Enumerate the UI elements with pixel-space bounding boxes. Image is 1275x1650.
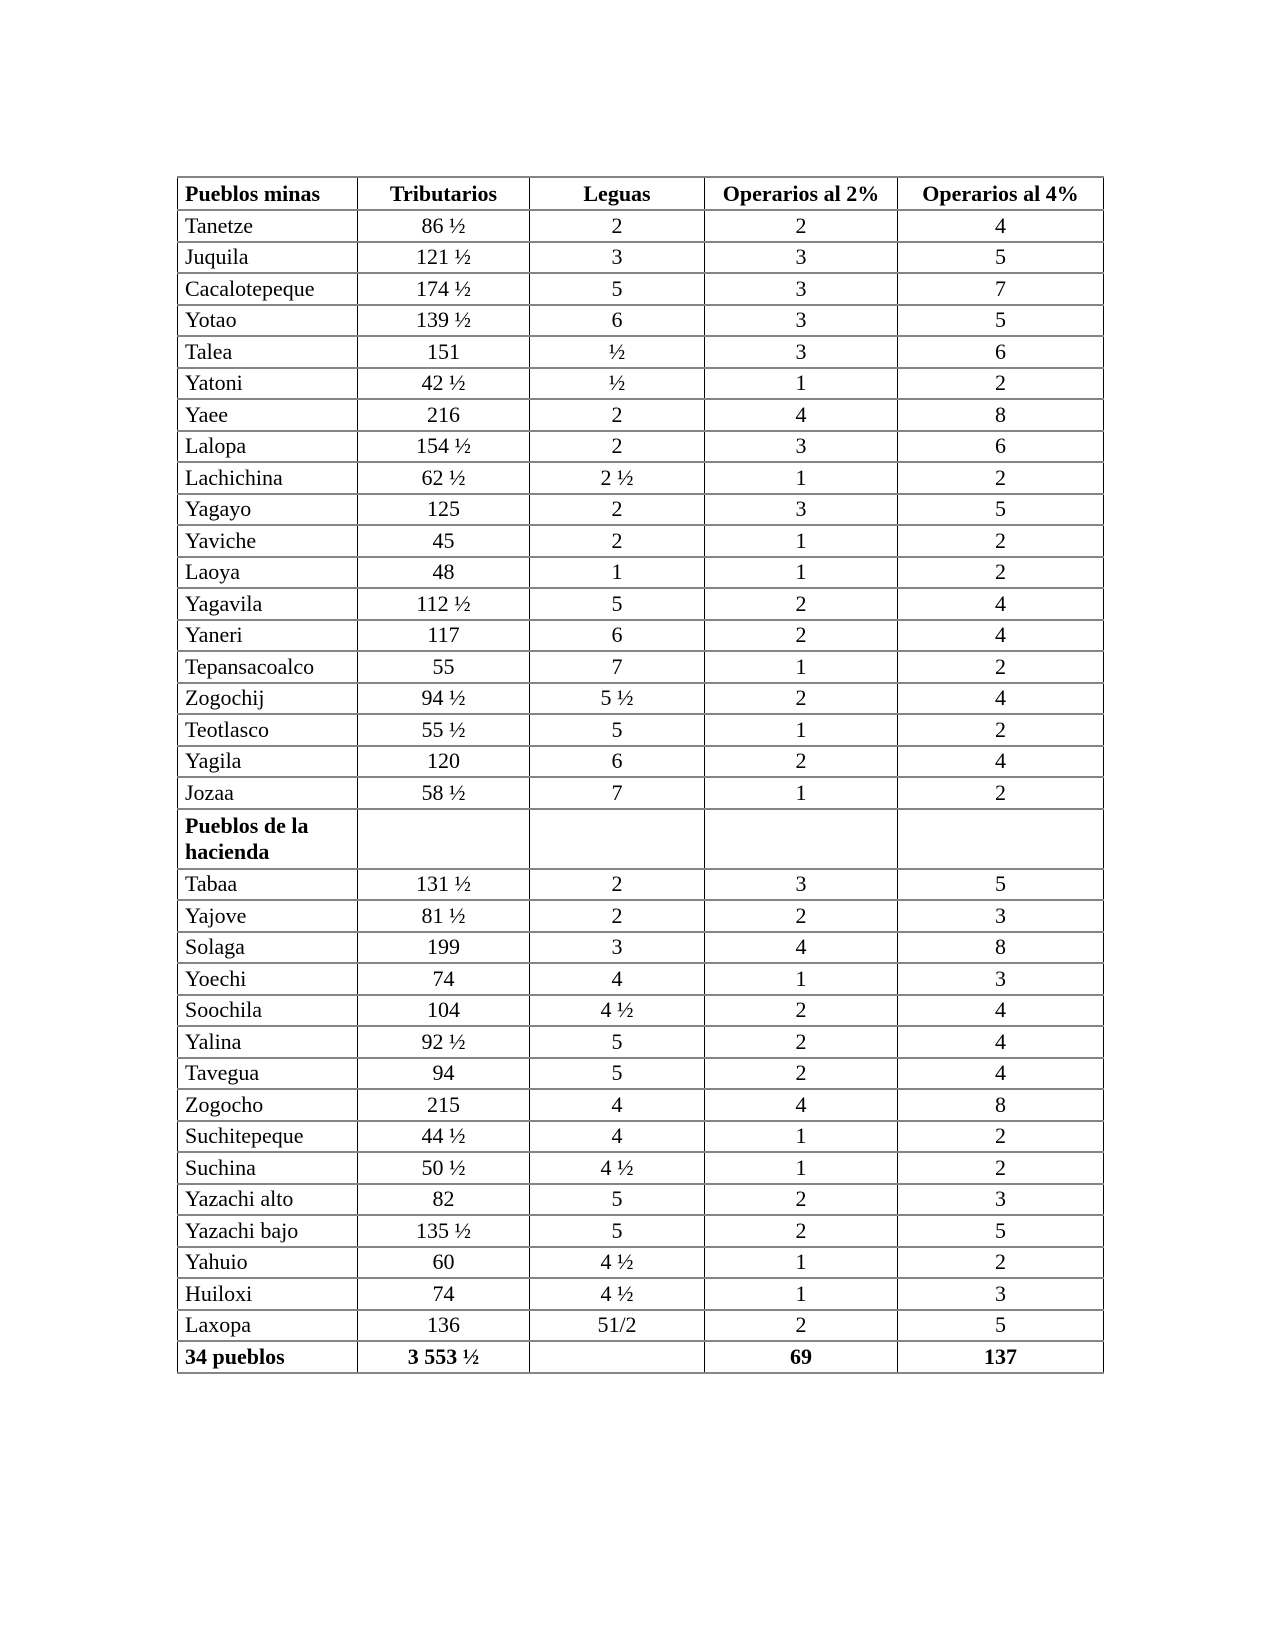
pueblo-name-cell: Zogochij [178, 683, 358, 715]
pueblo-name-cell: Yazachi alto [178, 1184, 358, 1216]
value-cell: 216 [358, 399, 530, 431]
pueblo-name-cell: Yalina [178, 1026, 358, 1058]
value-cell: 1 [705, 963, 898, 995]
table-row [178, 525, 1104, 557]
table-row [178, 368, 1104, 400]
value-cell: 215 [358, 1089, 530, 1121]
value-cell: 3 [705, 336, 898, 368]
table-row [178, 746, 1104, 778]
pueblo-name-cell: Yaviche [178, 525, 358, 557]
value-cell: 112 ½ [358, 588, 530, 620]
pueblo-name-cell: Yotao [178, 305, 358, 337]
value-cell: 2 [898, 1247, 1104, 1279]
value-cell: 1 [705, 462, 898, 494]
value-cell: 92 ½ [358, 1026, 530, 1058]
column-header: Leguas [530, 177, 705, 210]
table-row [178, 336, 1104, 368]
value-cell: 2 [705, 746, 898, 778]
pueblo-name-cell: Yagila [178, 746, 358, 778]
value-cell: 3 [530, 242, 705, 274]
table-row [178, 399, 1104, 431]
value-cell: 51/2 [530, 1310, 705, 1342]
pueblo-name-cell: Cacalotepeque [178, 273, 358, 305]
pueblo-name-cell: Tepansacoalco [178, 651, 358, 683]
value-cell: 4 [530, 1121, 705, 1153]
pueblo-name-cell: Tanetze [178, 210, 358, 242]
value-cell: 1 [705, 1278, 898, 1310]
value-cell: 3 [898, 963, 1104, 995]
value-cell: 2 [705, 1184, 898, 1216]
pueblo-name-cell: Yajove [178, 900, 358, 932]
value-cell: 69 [705, 1341, 898, 1373]
value-cell: 4 ½ [530, 995, 705, 1027]
value-cell: 1 [705, 651, 898, 683]
table-row [178, 557, 1104, 589]
pueblo-name-cell: Yazachi bajo [178, 1215, 358, 1247]
value-cell: 4 ½ [530, 1278, 705, 1310]
pueblo-name-cell: Lalopa [178, 431, 358, 463]
pueblo-name-cell: Juquila [178, 242, 358, 274]
value-cell: 4 [898, 620, 1104, 652]
value-cell: 1 [705, 777, 898, 809]
value-cell [530, 1341, 705, 1373]
value-cell: 44 ½ [358, 1121, 530, 1153]
value-cell: 117 [358, 620, 530, 652]
value-cell: 6 [530, 305, 705, 337]
table-row [178, 683, 1104, 715]
value-cell: 1 [705, 368, 898, 400]
value-cell: 2 [530, 210, 705, 242]
table-row [178, 651, 1104, 683]
table-row [178, 588, 1104, 620]
column-header: Operarios al 2% [705, 177, 898, 210]
value-cell: 7 [530, 651, 705, 683]
table-row [178, 1184, 1104, 1216]
table-row [178, 305, 1104, 337]
value-cell: 104 [358, 995, 530, 1027]
value-cell: 6 [898, 431, 1104, 463]
value-cell: 2 [705, 1310, 898, 1342]
value-cell: 125 [358, 494, 530, 526]
pueblo-name-cell: Suchitepeque [178, 1121, 358, 1153]
value-cell: 3 [705, 273, 898, 305]
value-cell [530, 809, 705, 869]
value-cell: 4 ½ [530, 1152, 705, 1184]
value-cell: 2 [530, 869, 705, 901]
value-cell: 6 [530, 746, 705, 778]
pueblo-name-cell: Zogocho [178, 1089, 358, 1121]
pueblo-name-cell: Yaee [178, 399, 358, 431]
value-cell: 135 ½ [358, 1215, 530, 1247]
value-cell: 5 [530, 1026, 705, 1058]
table-row [178, 995, 1104, 1027]
pueblo-name-cell: Laoya [178, 557, 358, 589]
table-row [178, 1058, 1104, 1090]
value-cell: 4 [530, 1089, 705, 1121]
value-cell: 1 [530, 557, 705, 589]
pueblo-name-cell: Teotlasco [178, 714, 358, 746]
value-cell: 5 [530, 714, 705, 746]
table-row [178, 714, 1104, 746]
value-cell: 2 [898, 368, 1104, 400]
pueblo-name-cell: Yatoni [178, 368, 358, 400]
pueblo-name-cell: Huiloxi [178, 1278, 358, 1310]
table-row [178, 1121, 1104, 1153]
total-row [178, 1341, 1104, 1373]
value-cell: 74 [358, 963, 530, 995]
value-cell: 4 [898, 1026, 1104, 1058]
value-cell: 2 [530, 494, 705, 526]
value-cell: 1 [705, 1152, 898, 1184]
value-cell: 62 ½ [358, 462, 530, 494]
value-cell: 4 ½ [530, 1247, 705, 1279]
table-row [178, 620, 1104, 652]
pueblo-name-cell: Yahuio [178, 1247, 358, 1279]
table-row [178, 1247, 1104, 1279]
pueblo-name-cell: 34 pueblos [178, 1341, 358, 1373]
value-cell: 5 [898, 305, 1104, 337]
value-cell: 3 [530, 932, 705, 964]
value-cell: 2 [898, 1121, 1104, 1153]
value-cell: 3 [705, 494, 898, 526]
value-cell: 5 [898, 1310, 1104, 1342]
value-cell: 4 [705, 1089, 898, 1121]
value-cell: 5 ½ [530, 683, 705, 715]
value-cell: 3 [705, 305, 898, 337]
value-cell: 4 [898, 995, 1104, 1027]
value-cell: 4 [898, 683, 1104, 715]
value-cell: 199 [358, 932, 530, 964]
value-cell: 3 [705, 431, 898, 463]
value-cell: 2 [705, 900, 898, 932]
pueblo-name-cell: Pueblos de la hacienda [178, 809, 358, 869]
value-cell: 5 [898, 869, 1104, 901]
value-cell: 2 [705, 620, 898, 652]
value-cell: 5 [530, 1184, 705, 1216]
value-cell: 81 ½ [358, 900, 530, 932]
pueblo-name-cell: Lachichina [178, 462, 358, 494]
value-cell [898, 809, 1104, 869]
value-cell: 2 [898, 777, 1104, 809]
value-cell: 139 ½ [358, 305, 530, 337]
value-cell: 151 [358, 336, 530, 368]
value-cell: 7 [898, 273, 1104, 305]
value-cell: 2 [705, 1026, 898, 1058]
table-row [178, 431, 1104, 463]
pueblo-name-cell: Tavegua [178, 1058, 358, 1090]
value-cell: 55 [358, 651, 530, 683]
value-cell: 5 [898, 494, 1104, 526]
table-row [178, 1310, 1104, 1342]
value-cell: 1 [705, 525, 898, 557]
value-cell: 2 [530, 525, 705, 557]
value-cell: 4 [530, 963, 705, 995]
value-cell: 7 [530, 777, 705, 809]
value-cell: 2 [705, 1215, 898, 1247]
value-cell: 137 [898, 1341, 1104, 1373]
value-cell: 2 [705, 1058, 898, 1090]
table-header-row [178, 177, 1104, 210]
table-row [178, 462, 1104, 494]
table-row [178, 1089, 1104, 1121]
table-row [178, 1152, 1104, 1184]
pueblo-name-cell: Suchina [178, 1152, 358, 1184]
value-cell: 86 ½ [358, 210, 530, 242]
pueblo-name-cell: Laxopa [178, 1310, 358, 1342]
value-cell: 45 [358, 525, 530, 557]
value-cell: 5 [530, 1058, 705, 1090]
value-cell: 5 [530, 588, 705, 620]
value-cell: 120 [358, 746, 530, 778]
value-cell: 2 [705, 683, 898, 715]
value-cell: 174 ½ [358, 273, 530, 305]
value-cell: 2 [530, 399, 705, 431]
value-cell: 58 ½ [358, 777, 530, 809]
column-header: Operarios al 4% [898, 177, 1104, 210]
value-cell: 5 [530, 1215, 705, 1247]
value-cell: 1 [705, 714, 898, 746]
value-cell: 2 [898, 651, 1104, 683]
pueblo-name-cell: Talea [178, 336, 358, 368]
value-cell: 2 [705, 995, 898, 1027]
value-cell: 48 [358, 557, 530, 589]
value-cell: 4 [898, 588, 1104, 620]
table-row [178, 1026, 1104, 1058]
pueblo-name-cell: Jozaa [178, 777, 358, 809]
value-cell [358, 809, 530, 869]
value-cell: 4 [705, 932, 898, 964]
table-row [178, 963, 1104, 995]
value-cell: 1 [705, 1247, 898, 1279]
value-cell: 4 [898, 746, 1104, 778]
value-cell: 6 [898, 336, 1104, 368]
value-cell: 3 [898, 1184, 1104, 1216]
value-cell: 3 [898, 900, 1104, 932]
value-cell: 154 ½ [358, 431, 530, 463]
pueblo-name-cell: Tabaa [178, 869, 358, 901]
value-cell: 55 ½ [358, 714, 530, 746]
pueblo-name-cell: Yoechi [178, 963, 358, 995]
value-cell: 2 [898, 1152, 1104, 1184]
value-cell: 50 ½ [358, 1152, 530, 1184]
value-cell: 4 [705, 399, 898, 431]
table-row [178, 777, 1104, 809]
value-cell: 2 [705, 210, 898, 242]
value-cell: 2 [898, 557, 1104, 589]
value-cell: 42 ½ [358, 368, 530, 400]
pueblo-name-cell: Soochila [178, 995, 358, 1027]
table-row [178, 900, 1104, 932]
value-cell: 136 [358, 1310, 530, 1342]
value-cell: 74 [358, 1278, 530, 1310]
value-cell: 2 [898, 462, 1104, 494]
value-cell: 2 [898, 525, 1104, 557]
table-row [178, 494, 1104, 526]
section-header-row [178, 809, 1104, 869]
table-row [178, 1215, 1104, 1247]
value-cell: 2 [705, 588, 898, 620]
value-cell: 5 [898, 1215, 1104, 1247]
value-cell [705, 809, 898, 869]
value-cell: 1 [705, 1121, 898, 1153]
table-row [178, 869, 1104, 901]
value-cell: 3 [705, 869, 898, 901]
value-cell: 3 [898, 1278, 1104, 1310]
value-cell: 2 [530, 900, 705, 932]
value-cell: 131 ½ [358, 869, 530, 901]
pueblo-name-cell: Solaga [178, 932, 358, 964]
value-cell: 94 [358, 1058, 530, 1090]
pueblos-tribute-table [177, 176, 1104, 1374]
value-cell: 8 [898, 1089, 1104, 1121]
value-cell: 3 553 ½ [358, 1341, 530, 1373]
value-cell: 8 [898, 399, 1104, 431]
value-cell: 1 [705, 557, 898, 589]
value-cell: 5 [898, 242, 1104, 274]
column-header: Pueblos minas [178, 177, 358, 210]
value-cell: 3 [705, 242, 898, 274]
value-cell: 94 ½ [358, 683, 530, 715]
value-cell: 82 [358, 1184, 530, 1216]
table-row [178, 273, 1104, 305]
value-cell: 121 ½ [358, 242, 530, 274]
value-cell: ½ [530, 336, 705, 368]
value-cell: 8 [898, 932, 1104, 964]
value-cell: 4 [898, 210, 1104, 242]
value-cell: 2 [530, 431, 705, 463]
table-row [178, 210, 1104, 242]
value-cell: 5 [530, 273, 705, 305]
value-cell: 60 [358, 1247, 530, 1279]
value-cell: 2 [898, 714, 1104, 746]
value-cell: 2 ½ [530, 462, 705, 494]
table-row [178, 242, 1104, 274]
pueblo-name-cell: Yaneri [178, 620, 358, 652]
table-row [178, 1278, 1104, 1310]
table-row [178, 932, 1104, 964]
value-cell: ½ [530, 368, 705, 400]
pueblo-name-cell: Yagayo [178, 494, 358, 526]
value-cell: 4 [898, 1058, 1104, 1090]
column-header: Tributarios [358, 177, 530, 210]
pueblo-name-cell: Yagavila [178, 588, 358, 620]
value-cell: 6 [530, 620, 705, 652]
